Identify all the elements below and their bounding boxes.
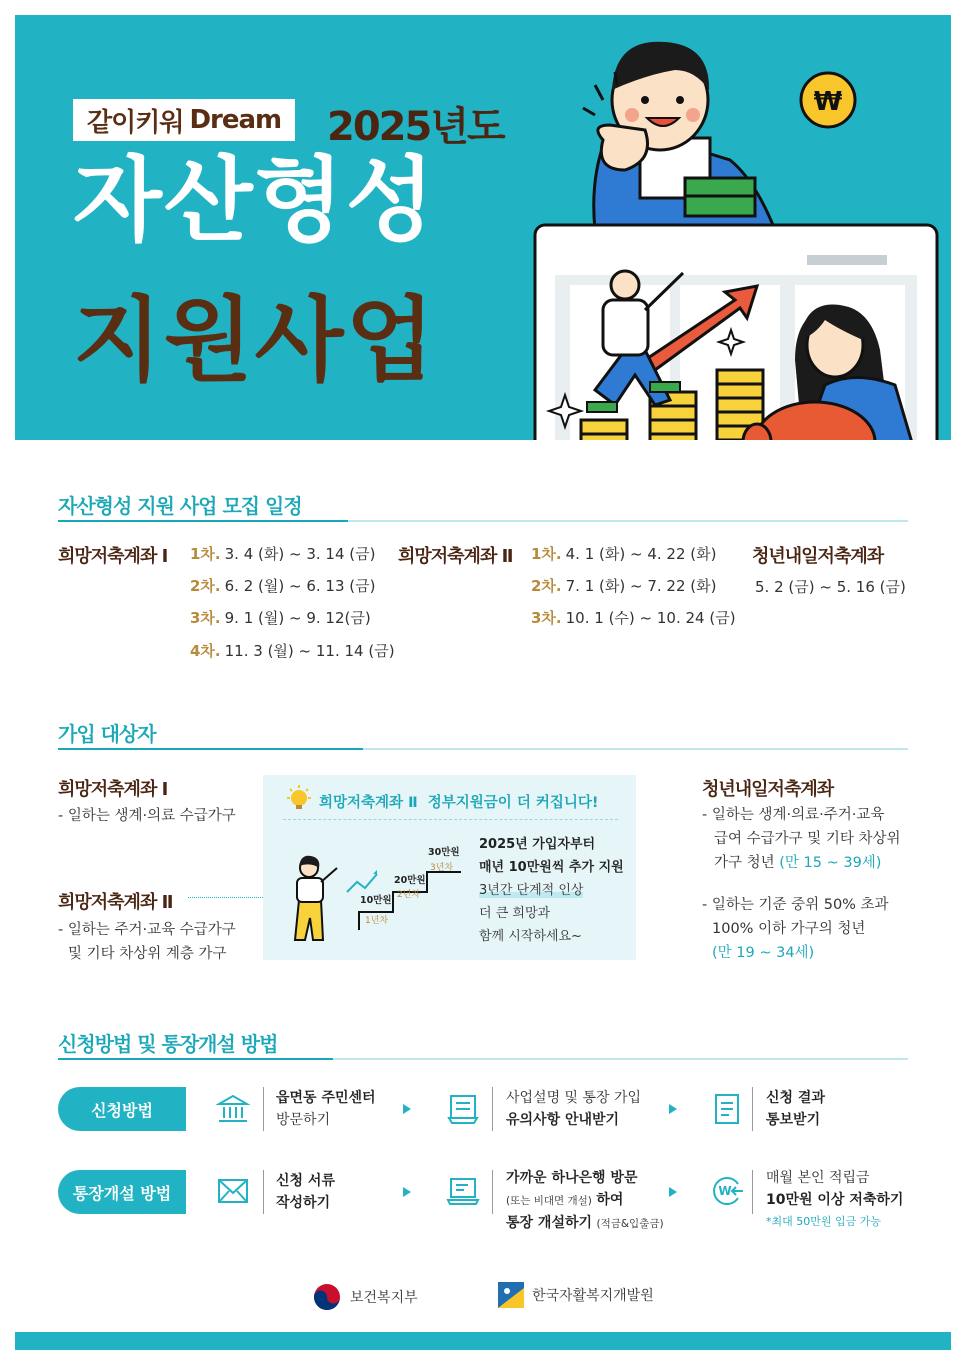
elig-hope2-name: 희망저축계좌 Ⅱ [58, 892, 173, 913]
taegeuk-logo-icon [312, 1282, 342, 1312]
won-deposit-icon [710, 1174, 744, 1208]
eligibility-rule [58, 748, 908, 750]
play-arrow-icon [669, 1104, 677, 1114]
process-section-title: 신청방법 및 통장개설 방법 [58, 1032, 278, 1056]
divider [752, 1170, 753, 1214]
title-line-1: 자산형성 [73, 147, 437, 254]
document-list-icon [446, 1092, 480, 1126]
schedule-section-title: 자산형성 지원 사업 모집 일정 [58, 494, 302, 518]
schedule-row: 3차. 9. 1 (월) ~ 9. 12(금) [190, 609, 371, 627]
footer-bar [15, 1332, 951, 1350]
step-year: 1년차 [365, 916, 389, 926]
apply-step-1: 읍면동 주민센터 방문하기 [276, 1090, 376, 1128]
account-step-3: 매월 본인 적립금 10만원 이상 저축하기 *최대 50만원 입금 가능 [766, 1170, 904, 1228]
schedule-acct-youth: 청년내일저축계좌 [752, 546, 884, 567]
info-box-text: 2025년 가입자부터 매년 10만원씩 추가 지원 3년간 단계적 인상 더 큰 희망과 함께 시작하세요~ [479, 837, 624, 944]
schedule-rule [58, 520, 908, 522]
elig-youth-name: 청년내일저축계좌 [702, 779, 834, 800]
elig-youth-desc-b: - 일하는 기준 중위 50% 초과 100% 이하 가구의 청년 (만 19 ~ 34세) [702, 897, 889, 961]
account-step-2: 가까운 하나은행 방문 (또는 비대면 개설) 하여 통장 개설하기 (적금&입출금) [506, 1170, 664, 1231]
account-method-label: 통장개설 방법 [58, 1170, 186, 1214]
schedule-row: 3차. 10. 1 (수) ~ 10. 24 (금) [531, 609, 736, 627]
title-line-2: 지원사업 [73, 287, 437, 394]
account-step-1: 신청 서류 작성하기 [276, 1173, 335, 1211]
info-box-title: 희망저축계좌 Ⅱ 정부지원금이 더 커집니다! [319, 795, 599, 811]
schedule-row: 2차. 6. 2 (월) ~ 6. 13 (금) [190, 577, 376, 595]
won-icon: ₩ [813, 87, 843, 117]
year-label: 2025년도 [327, 104, 504, 150]
brand-korean: 같이키워 [87, 107, 184, 138]
apply-method-label: 신청방법 [58, 1087, 186, 1131]
lightbulb-icon [285, 785, 313, 813]
schedule-row: 1차. 4. 1 (화) ~ 4. 22 (화) [531, 545, 717, 563]
play-arrow-icon [403, 1187, 411, 1197]
schedule-row: 4차. 11. 3 (월) ~ 11. 14 (금) [190, 642, 395, 660]
apply-step-2: 사업설명 및 통장 가입 유의사항 안내받기 [506, 1090, 642, 1128]
org-mohw: 보건복지부 [312, 1282, 418, 1312]
step-year: 3년차 [430, 863, 454, 873]
elig-youth-desc-a: - 일하는 생계·의료·주거·교육 급여 수급가구 및 기타 차상위 가구 청년 (만 15 ~ 39세) [702, 807, 901, 871]
elig-hope2-desc: - 일하는 주거·교육 수급가구 및 기타 차상위 계층 가구 [58, 922, 236, 962]
eligibility-section-title: 가입 대상자 [58, 722, 156, 746]
hero-illustration [495, 30, 951, 440]
brand-tag [73, 99, 295, 141]
org-kdissw: 한국자활복지개발원 [498, 1282, 654, 1308]
info-divider [283, 819, 618, 820]
schedule-acct-hope2: 희망저축계좌 Ⅱ [398, 546, 513, 567]
schedule-row: 2차. 7. 1 (화) ~ 7. 22 (화) [531, 577, 717, 595]
divider [263, 1087, 264, 1131]
schedule-row: 1차. 3. 4 (화) ~ 3. 14 (금) [190, 545, 376, 563]
step-amount: 10만원 [360, 895, 392, 906]
divider [492, 1087, 493, 1131]
elig-hope1-name: 희망저축계좌 Ⅰ [58, 779, 168, 800]
elig-hope1-desc: - 일하는 생계·의료 수급가구 [58, 808, 236, 824]
apply-step-3: 신청 결과 통보받기 [766, 1090, 825, 1128]
schedule-row: 5. 2 (금) ~ 5. 16 (금) [755, 578, 906, 596]
schedule-acct-hope1: 희망저축계좌 Ⅰ [58, 546, 168, 567]
step-amount: 30만원 [428, 847, 460, 858]
envelope-icon [216, 1174, 250, 1208]
kdissw-logo-icon [498, 1282, 524, 1308]
bank-icon [216, 1092, 250, 1126]
laptop-icon [446, 1174, 480, 1208]
svg-text:W: W [718, 1184, 732, 1198]
brand-english: Dream [189, 105, 282, 135]
play-arrow-icon [403, 1104, 411, 1114]
divider [752, 1087, 753, 1131]
step-year: 2년차 [397, 890, 421, 900]
divider [263, 1170, 264, 1214]
notice-document-icon [710, 1092, 744, 1126]
divider [492, 1170, 493, 1214]
play-arrow-icon [669, 1187, 677, 1197]
step-amount: 20만원 [394, 875, 426, 886]
connector-line [188, 897, 263, 898]
hero-banner [15, 15, 951, 440]
hope2-info-box [263, 775, 636, 960]
process-rule [58, 1058, 908, 1060]
